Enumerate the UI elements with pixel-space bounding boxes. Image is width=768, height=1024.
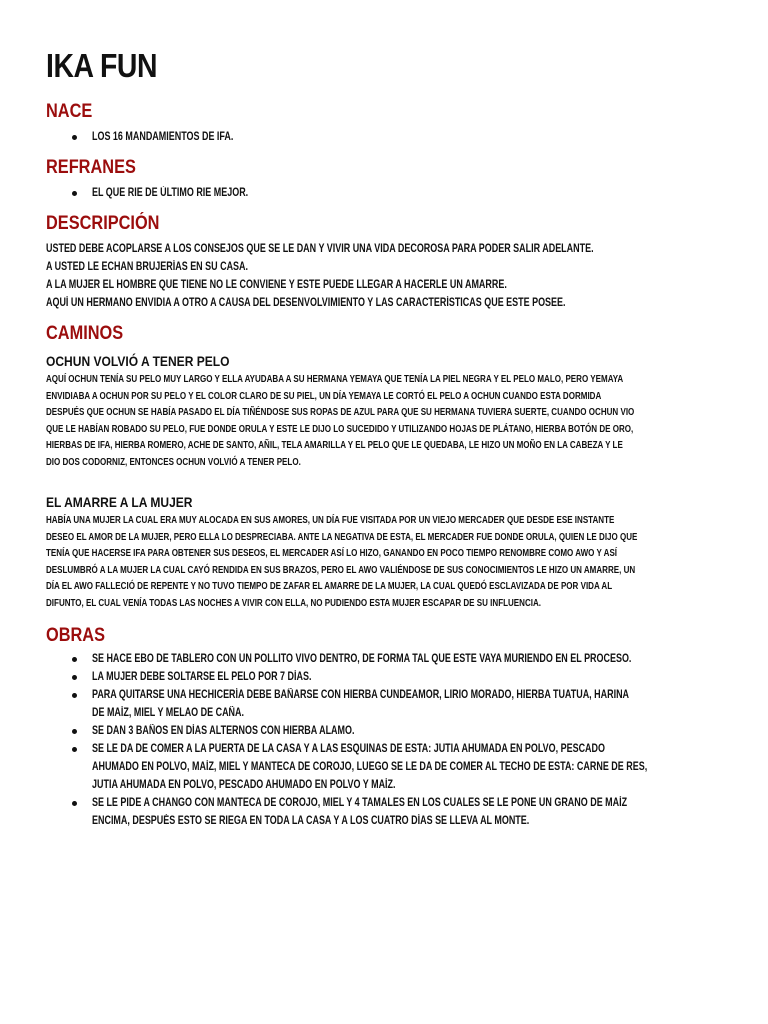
list-item: LA MUJER DEBE SOLTARSE EL PELO POR 7 DÍAS.	[46, 668, 722, 686]
heading-caminos: CAMINOS	[46, 323, 124, 344]
heading-refranes: REFRANES	[46, 157, 136, 178]
list-item: SE LE PIDE A CHANGO CON MANTECA DE COROJO, MIEL Y 4 TAMALES EN LOS CUALES SE LE PONE UN GRANO DE MAÍZ ENCIMA, DESPUÉS ESTO SE RIEGA EN TODA LA CASA Y A LOS CUATRO DÍAS SE LLEVA AL MONTE.	[46, 794, 722, 830]
list-item: EL QUE RIE DE ÚLTIMO RIE MEJOR.	[46, 184, 722, 202]
list-item: SE DAN 3 BAÑOS EN DÍAS ALTERNOS CON HIERBA ALAMO.	[46, 722, 722, 740]
refranes-list	[46, 184, 722, 202]
nace-list	[46, 128, 722, 146]
story-line: AQUÍ OCHUN TENÍA SU PELO MUY LARGO Y ELLA AYUDABA A SU HERMANA YEMAYA QUE TENÍA LA PIEL NEGRA Y EL PELO MALO, PERO YEMAYA	[46, 374, 624, 385]
story-line: DESPUÉS QUE OCHUN SE HABÍA PASADO EL DÍA TIÑÉNDOSE SUS ROPAS DE AZUL PARA QUE SU HERMANA TUVIERA SUERTE, CUANDO OCHUN VIO	[46, 407, 635, 418]
story-title: EL AMARRE A LA MUJER	[46, 494, 193, 510]
story-line: TENÍA QUE HACERSE IFA PARA OBTENER SUS DESEOS, EL MERCADER ASÍ LO HIZO, GANANDO EN POCO TIEMPO RENOMBRE COMO AWO Y ASÍ	[46, 548, 618, 559]
list-item: SE HACE EBO DE TABLERO CON UN POLLITO VIVO DENTRO, DE FORMA TAL QUE ESTE VAYA MURIENDO EN EL PROCESO.	[46, 650, 722, 668]
bullet-icon	[72, 191, 77, 196]
bullet-icon	[72, 747, 77, 752]
description-line: AQUÍ UN HERMANO ENVIDIA A OTRO A CAUSA DEL DESENVOLVIMIENTO Y LAS CARACTERÍSTICAS QUE ESTE POSEE.	[46, 297, 566, 309]
section-descripcion	[46, 212, 722, 312]
heading-descripcion: DESCRIPCIÓN	[46, 213, 160, 234]
list-item: SE LE DA DE COMER A LA PUERTA DE LA CASA Y A LAS ESQUINAS DE ESTA: JUTIA AHUMADA EN POLVO, PESCADO AHUMADO EN POLVO, MAÍZ, MIEL Y MANTECA DE COROJO, LUEGO SE LE DA DE COMER AL TECHO DE ESTA: CARNE DE RES, JUTIA AHUMADA EN POLVO, PESCADO AHUMADO EN POLVO Y MAÍZ.	[46, 740, 722, 794]
bullet-icon	[72, 135, 77, 140]
story-amarre	[46, 493, 722, 612]
description-line: USTED DEBE ACOPLARSE A LOS CONSEJOS QUE SE LE DAN Y VIVIR UNA VIDA DECOROSA PARA PODER SALIR ADELANTE.	[46, 243, 594, 255]
section-refranes	[46, 156, 722, 202]
heading-obras: OBRAS	[46, 625, 106, 646]
story-line: DIFUNTO, EL CUAL VENÍA TODAS LAS NOCHES A VIVIR CON ELLA, NO PUDIENDO ESTA MUJER ESCAPAR DE SU INFLUENCIA.	[46, 597, 542, 609]
story-ochun	[46, 352, 722, 471]
bullet-icon	[72, 729, 77, 734]
heading-nace: NACE	[46, 101, 93, 122]
page-title: IKA FUN	[46, 47, 158, 84]
list-item: LOS 16 MANDAMIENTOS DE IFA.	[46, 128, 722, 146]
story-line: DESEO EL AMOR DE LA MUJER, PERO ELLA LO DESPRECIABA. ANTE LA NEGATIVA DE ESTA, EL MERCADER FUE DONDE ORULA, QUIEN LE DIJO QUE	[46, 531, 638, 543]
section-caminos	[46, 322, 722, 612]
story-title: OCHUN VOLVIÓ A TENER PELO	[46, 353, 230, 369]
story-line: DESLUMBRÓ A LA MUJER LA CUAL CAYÓ RENDIDA EN SUS BRAZOS, PERO EL AWO VALIÉNDOSE DE SUS CONOCIMIENTOS LE HIZO UN AMARRE, UN	[46, 564, 636, 576]
bullet-icon	[72, 693, 77, 698]
story-line: DIO DOS CODORNIZ, ENTONCES OCHUN VOLVIÓ A TENER PELO.	[46, 456, 301, 468]
list-item: PARA QUITARSE UNA HECHICERÍA DEBE BAÑARSE CON HIERBA CUNDEAMOR, LIRIO MORADO, HIERBA TUATUA, HARINA DE MAÍZ, MIEL Y MELAO DE CAÑA.	[46, 686, 722, 722]
bullet-icon	[72, 675, 77, 680]
story-line: ENVIDIABA A OCHUN POR SU PELO Y EL COLOR CLARO DE SU PIEL, UN DÍA YEMAYA LE CORTÓ EL PELO A OCHUN CUANDO ESTA DORMIDA	[46, 390, 602, 402]
description-line: A LA MUJER EL HOMBRE QUE TIENE NO LE CONVIENE Y ESTE PUEDE LLEGAR A HACERLE UN AMARRE.	[46, 279, 507, 291]
story-line: QUE LE HABÍAN ROBADO SU PELO, FUE DONDE ORULA Y ESTE LE DIJO LO SUCEDIDO Y UTILIZANDO HOJAS DE PLÁTANO, HIERBA BOTÓN DE ORO,	[46, 423, 634, 435]
story-line: HIERBAS DE IFA, HIERBA ROMERO, ACHE DE SANTO, AÑIL, TELA AMARILLA Y EL PELO QUE LE QUEDABA, LE HIZO UN MOÑO EN LA CABEZA Y LE	[46, 440, 623, 451]
obras-list	[46, 650, 722, 830]
bullet-icon	[72, 657, 77, 662]
section-obras	[46, 624, 722, 830]
story-line: HABÍA UNA MUJER LA CUAL ERA MUY ALOCADA EN SUS AMORES, UN DÍA FUE VISITADA POR UN VIEJO MERCADER QUE DESDE ESE INSTANTE	[46, 515, 615, 526]
section-nace	[46, 100, 722, 146]
story-line: DÍA EL AWO FALLECIÓ DE REPENTE Y NO TUVO TIEMPO DE ZAFAR EL AMARRE DE LA MUJER, LA CUAL QUEDÓ ESCLAVIZADA DE POR VIDA AL	[46, 581, 613, 592]
description-line: A USTED LE ECHAN BRUJERÍAS EN SU CASA.	[46, 261, 249, 273]
bullet-icon	[72, 801, 77, 806]
